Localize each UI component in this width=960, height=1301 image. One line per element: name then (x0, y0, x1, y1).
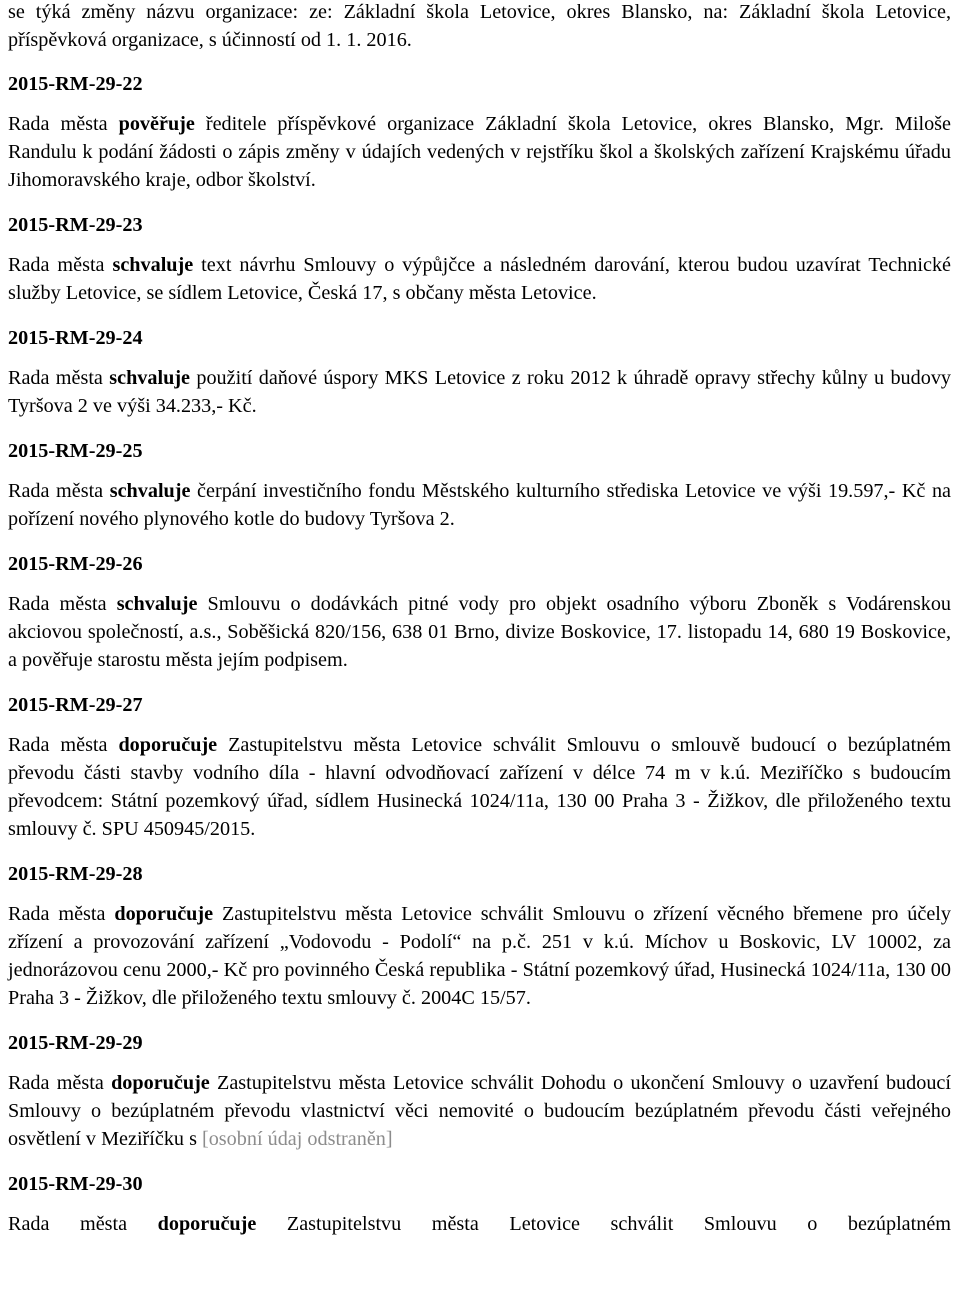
resolution-verb: schvaluje (116, 593, 198, 615)
resolution-26 (8, 550, 951, 674)
intro-paragraph: se týká změny názvu organizace: ze: Základní škola Letovice, okres Blansko, na: Základní škola Letovice, příspěvková organizace, s účinností od 1. 1. 2016. (8, 1, 951, 51)
redacted-personal-data: [osobní údaj odstraněn] (201, 1128, 393, 1150)
resolution-verb: schvaluje (109, 480, 191, 502)
resolution-lead: Rada města (8, 903, 106, 925)
resolution-30 (8, 1170, 951, 1238)
resolution-text (8, 731, 951, 843)
resolution-body: text návrhu Smlouvy o výpůjčce a následném darování, kterou budou uzavírat Technické služby Letovice, se sídlem Letovice, Česká 17, s občany města Letovice. (8, 254, 952, 304)
resolution-body: Zastupitelstvu města Letovice schválit Smlouvu o smlouvě budoucí o bezúplatném převodu části stavby vodního díla - hlavní odvodňovací zařízení v délce 74 m v k.ú. Meziříčko s budoucím převodcem: Státní pozemkový úřad, sídlem Husinecká 1024/11a, 130 00 Praha 3 - Žižkov, dle přiloženého textu smlouvy č. SPU 450945/2015. (8, 734, 952, 840)
document-page (8, 0, 951, 1238)
resolution-lead: Rada města (8, 593, 107, 615)
resolution-text (8, 364, 951, 420)
resolution-text (8, 251, 951, 307)
resolution-verb: schvaluje (112, 254, 194, 276)
resolution-id: 2015-RM-29-30 (8, 1173, 143, 1195)
resolution-28 (8, 860, 951, 1012)
resolution-verb: doporučuje (114, 903, 214, 925)
resolution-id: 2015-RM-29-27 (8, 694, 143, 716)
resolution-verb: schvaluje (109, 367, 190, 389)
resolution-22 (8, 70, 951, 194)
resolution-25 (8, 437, 951, 533)
resolution-text (8, 900, 951, 1012)
resolution-body: ředitele příspěvkové organizace Základní škola Letovice, okres Blansko, Mgr. Miloše Randulu k podání žádosti o zápis změny v údajích vedených v rejstříku škol a školských zařízení Krajskému úřadu Jihomoravského kraje, odbor školství. (8, 113, 951, 191)
resolution-id: 2015-RM-29-22 (8, 73, 143, 95)
resolution-body: Smlouvu o dodávkách pitné vody pro objekt osadního výboru Zboněk s Vodárenskou akciovou společností, a.s., Soběšická 820/156, 638 01 Brno, divize Boskovice, 17. listopadu 14, 680 19 Boskovice, a pověřuje starostu města jejím podpisem. (8, 593, 952, 671)
resolution-lead: Rada města (8, 734, 108, 756)
resolution-29 (8, 1029, 951, 1153)
resolution-body: použití daňové úspory MKS Letovice z roku 2012 k úhradě opravy střechy kůlny u budovy Tyršova 2 ve výši 34.233,- Kč. (8, 367, 952, 417)
resolution-lead: Rada města (8, 1072, 104, 1094)
resolution-lead: Rada města (8, 480, 104, 502)
resolution-body: čerpání investičního fondu Městského kulturního střediska Letovice ve výši 19.597,- Kč na pořízení nového plynového kotle do budovy Tyršova 2. (8, 480, 952, 530)
resolution-body: Zastupitelstvu města Letovice schválit Smlouvu o bezúplatném (286, 1213, 952, 1235)
resolution-id: 2015-RM-29-25 (8, 440, 143, 462)
resolution-lead: Rada města (8, 113, 108, 135)
resolution-text (8, 1069, 951, 1153)
resolution-body: Zastupitelstvu města Letovice schválit Smlouvu o zřízení věcného břemene pro účely zřízení a provozování zařízení „Vodovodu - Podolí“ na p.č. 251 v k.ú. Míchov u Boskovic, LV 10002, za jednorázovou cenu 2000,- Kč pro povinného Česká republika - Státní pozemkový úřad, Husinecká 1024/11a, 130 00 Praha 3 - Žižkov, dle přiloženého textu smlouvy č. 2004C 15/57. (8, 903, 951, 1009)
resolution-verb: doporučuje (118, 734, 218, 756)
resolution-lead: Rada města (8, 1213, 128, 1235)
resolution-id: 2015-RM-29-23 (8, 214, 143, 236)
resolution-id: 2015-RM-29-26 (8, 553, 143, 575)
resolution-text (8, 110, 951, 194)
resolution-id: 2015-RM-29-24 (8, 327, 143, 349)
resolution-24 (8, 324, 951, 420)
resolution-text (8, 1210, 951, 1238)
resolution-id: 2015-RM-29-29 (8, 1032, 143, 1054)
resolution-body: Zastupitelstvu města Letovice schválit Dohodu o ukončení Smlouvy o uzavření budoucí Smlouvy o bezúplatném převodu vlastnictví věci nemovité o budoucím bezúplatném převodu části veřejného osvětlení v Meziříčku s (8, 1072, 951, 1150)
resolution-lead: Rada města (8, 367, 103, 389)
resolution-27 (8, 691, 951, 843)
resolution-verb: pověřuje (118, 113, 195, 135)
resolution-id: 2015-RM-29-28 (8, 863, 143, 885)
resolution-lead: Rada města (8, 254, 105, 276)
resolution-verb: doporučuje (111, 1072, 210, 1094)
resolution-23 (8, 211, 951, 307)
resolution-text (8, 590, 951, 674)
resolution-text (8, 477, 951, 533)
resolution-verb: doporučuje (157, 1213, 257, 1235)
